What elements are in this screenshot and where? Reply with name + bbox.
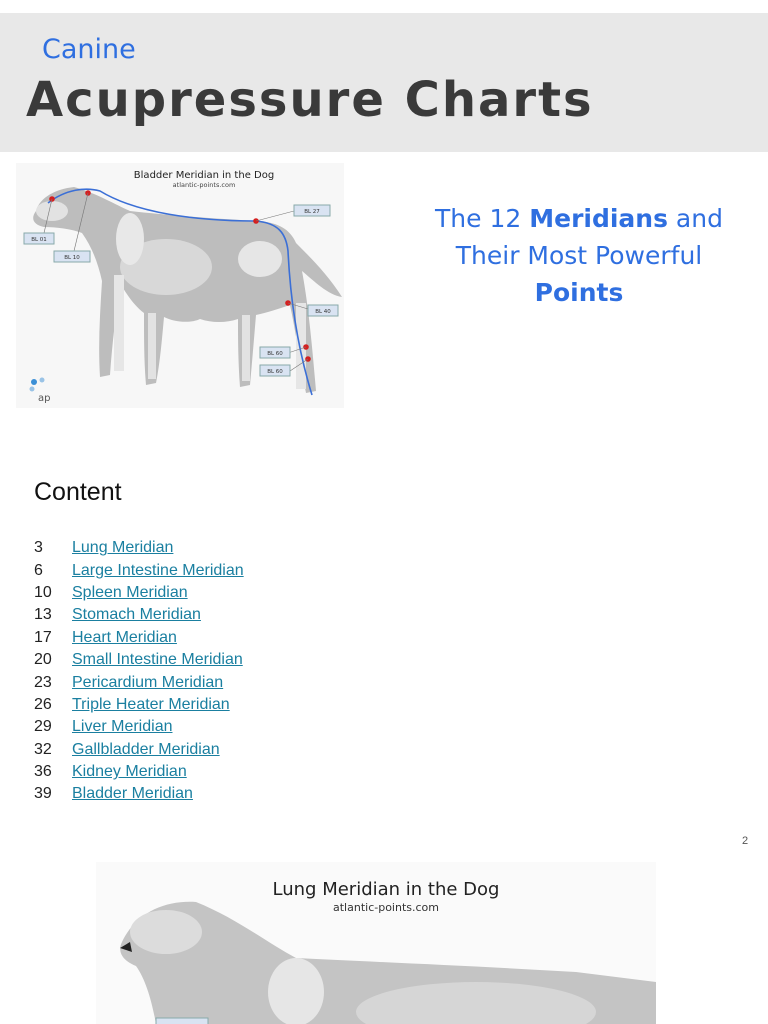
heading-line3-bold: Points — [534, 278, 624, 307]
toc-row — [34, 783, 434, 805]
toc-page-number: 39 — [34, 785, 52, 803]
table-of-contents — [34, 537, 434, 806]
dog-silhouette — [33, 187, 342, 393]
toc-link[interactable]: Pericardium Meridian — [72, 673, 224, 691]
toc-row — [34, 627, 434, 649]
dog-silhouette-2 — [120, 902, 656, 1024]
ap-logo — [30, 378, 51, 405]
meridians-heading — [404, 200, 754, 311]
toc-link[interactable]: Gallbladder Meridian — [72, 740, 220, 758]
toc-page-number: 29 — [34, 718, 52, 736]
label-bl01: BL 01 — [31, 237, 47, 243]
label-bl60-a: BL 60 — [267, 351, 283, 357]
heading-line2: Their Most Powerful — [455, 241, 703, 270]
toc-row — [34, 604, 434, 626]
toc-page-number: 17 — [34, 628, 52, 646]
heading-line1-pre: The 12 — [435, 204, 530, 233]
toc-row — [34, 537, 434, 559]
toc-link[interactable]: Heart Meridian — [72, 628, 177, 646]
toc-row — [34, 716, 434, 738]
bladder-meridian-figure — [16, 163, 344, 408]
toc-row — [34, 649, 434, 671]
toc-link[interactable]: Triple Heater Meridian — [72, 695, 230, 713]
lung-meridian-figure — [96, 862, 656, 1024]
toc-row — [34, 739, 434, 761]
content-title: Content — [34, 478, 122, 506]
toc-link[interactable]: Stomach Meridian — [72, 606, 201, 624]
label-bl27: BL 27 — [304, 209, 320, 215]
toc-page-number: 13 — [34, 606, 52, 624]
label-bl60-b: BL 60 — [267, 369, 283, 375]
toc-page-number: 10 — [34, 583, 52, 601]
second-figure-source: atlantic-points.com — [333, 901, 439, 914]
toc-link[interactable]: Small Intestine Meridian — [72, 651, 243, 669]
label-bl10: BL 10 — [64, 255, 80, 261]
toc-link[interactable]: Bladder Meridian — [72, 785, 193, 803]
toc-page-number: 23 — [34, 673, 52, 691]
figure-title: Bladder Meridian in the Dog — [133, 170, 275, 181]
toc-page-number: 20 — [34, 651, 52, 669]
label-bl40: BL 40 — [315, 309, 331, 315]
page-number: 2 — [742, 835, 749, 847]
heading-line1-post: and — [667, 204, 723, 233]
toc-row — [34, 694, 434, 716]
figure-source: atlantic-points.com — [172, 181, 236, 189]
toc-row — [34, 559, 434, 581]
toc-page-number: 32 — [34, 740, 52, 758]
toc-row — [34, 761, 434, 783]
toc-link[interactable]: Spleen Meridian — [72, 583, 188, 601]
toc-link[interactable]: Kidney Meridian — [72, 763, 187, 781]
toc-page-number: 6 — [34, 561, 43, 579]
toc-link[interactable]: Liver Meridian — [72, 718, 173, 736]
ap-logo-text: ap — [38, 393, 51, 404]
heading-line1-bold: Meridians — [529, 204, 668, 233]
toc-link[interactable]: Large Intestine Meridian — [72, 561, 244, 579]
toc-row — [34, 671, 434, 693]
toc-page-number: 26 — [34, 695, 52, 713]
toc-page-number: 36 — [34, 763, 52, 781]
second-figure-title: Lung Meridian in the Dog — [272, 879, 500, 900]
page-title: Acupressure Charts — [26, 72, 594, 128]
toc-page-number: 3 — [34, 539, 43, 557]
toc-link[interactable]: Lung Meridian — [72, 539, 174, 557]
header-subtitle: Canine — [42, 34, 136, 65]
toc-row — [34, 582, 434, 604]
